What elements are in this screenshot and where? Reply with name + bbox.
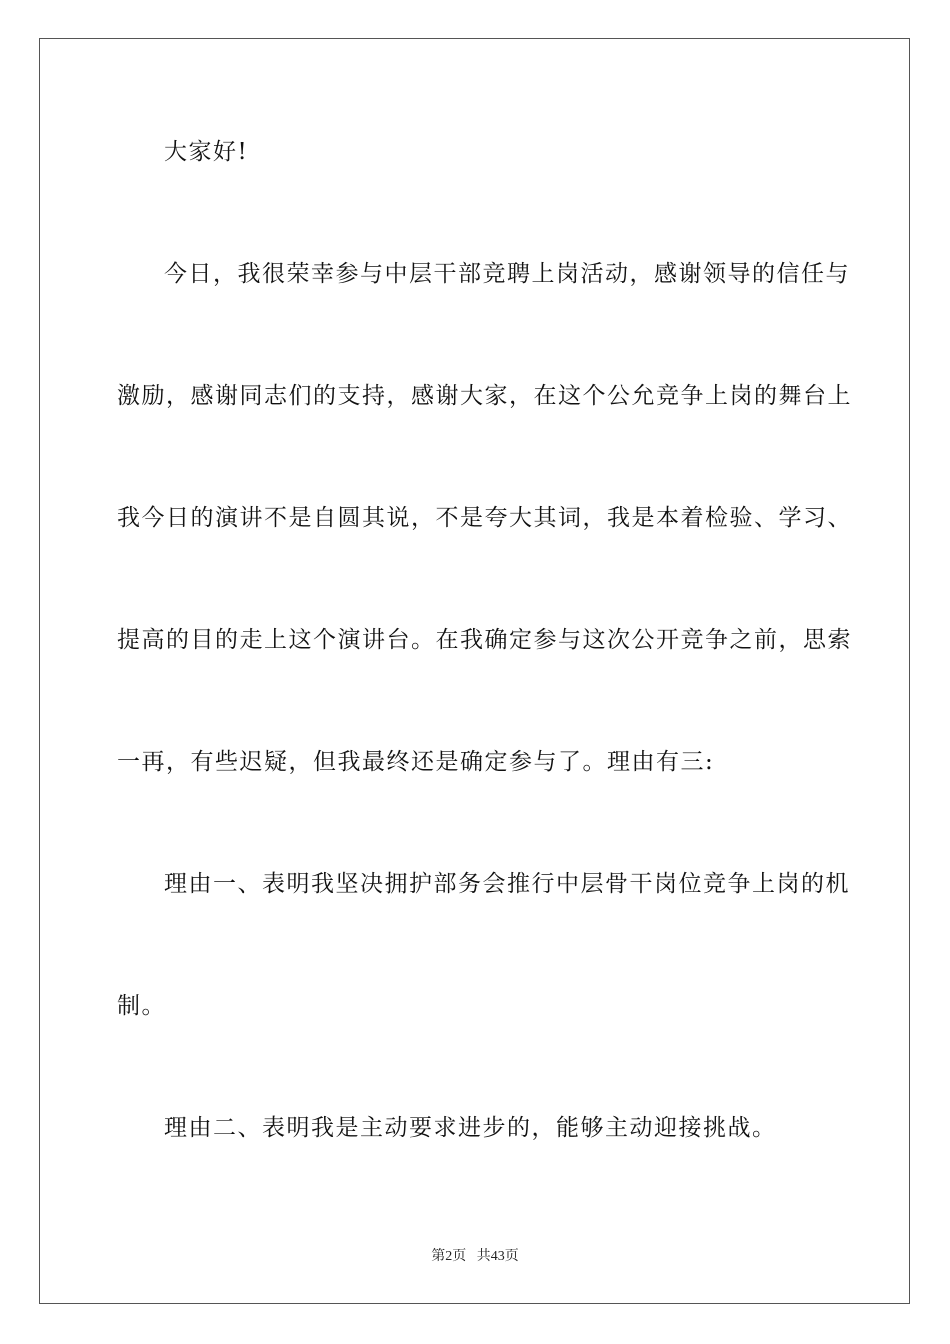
- paragraph-line: 提高的目的走上这个演讲台。在我确定参与这次公开竞争之前，思索: [117, 627, 852, 653]
- paragraph-line: 一再，有些迟疑，但我最终还是确定参与了。理由有三:: [117, 749, 715, 775]
- page-footer: [0, 1248, 950, 1266]
- paragraph-line: 制。: [117, 993, 166, 1019]
- paragraph-line: 激励，感谢同志们的支持，感谢大家，在这个公允竞争上岗的舞台上: [117, 383, 852, 409]
- page-total: 共43页: [476, 1249, 519, 1264]
- page-number: 第2页: [431, 1249, 467, 1264]
- paragraph-line: 我今日的演讲不是自圆其说，不是夸大其词，我是本着检验、学习、: [117, 505, 852, 531]
- paragraph-line: 理由一、表明我坚决拥护部务会推行中层骨干岗位竞争上岗的机: [164, 871, 850, 897]
- paragraph-line: 今日，我很荣幸参与中层干部竞聘上岗活动，感谢领导的信任与: [164, 261, 850, 287]
- greeting-line: 大家好!: [164, 139, 249, 165]
- paragraph-line: 理由二、表明我是主动要求进步的，能够主动迎接挑战。: [164, 1115, 777, 1141]
